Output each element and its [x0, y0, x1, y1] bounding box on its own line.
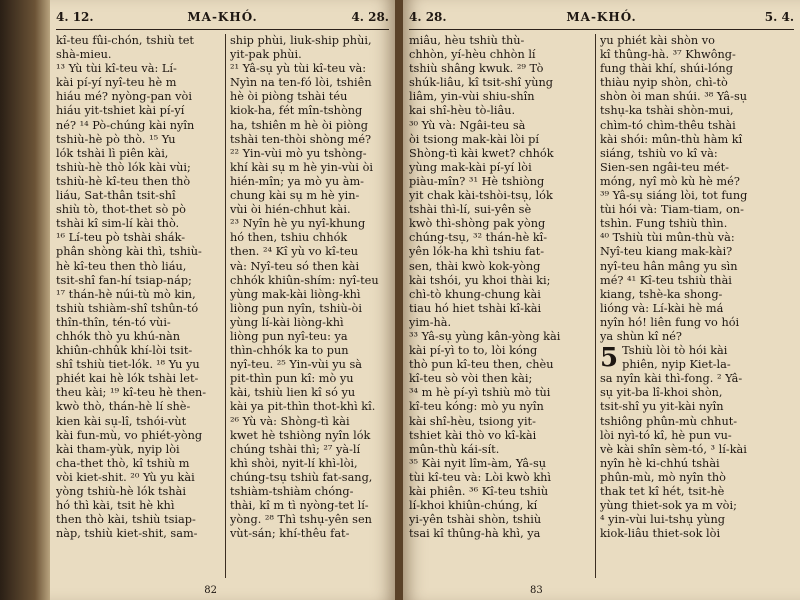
text-line: hiáu mé? nyòng-pan vòi [56, 90, 192, 104]
text-line: kwò thò, thán-hè lí shè- [56, 400, 191, 414]
chapter-start [600, 344, 794, 541]
left-columns [56, 34, 389, 578]
text-line: ya shùn kî né? [600, 329, 682, 343]
text-line: ²¹ Yâ-sụ yù tùi kî-teu và: [230, 62, 367, 76]
text-line: tshiông phûn-mù chhut- [600, 414, 738, 428]
text-line: nyî-teu hân mâng yu sìn [600, 259, 738, 273]
text-line: tsai kî thûng-hà khì, ya [409, 527, 541, 541]
book-gutter [395, 0, 403, 600]
right-column-2-text [600, 34, 794, 344]
text-line: ship phùi, liuk-ship phùi, [230, 34, 372, 47]
text-line: tshiù-hè thò lók kài vùi; [56, 160, 191, 174]
text-line: kài phiên. ³⁶ Kî-teu tshiù [409, 485, 549, 498]
text-line: nàp, tshiù kiet-shit, sam- [56, 527, 198, 541]
text-line: thiàu nyip shòn, chì-tò [600, 76, 728, 90]
text-line: kài shói: mûn-thù hàm kî [600, 132, 743, 146]
text-line: kwet hè tshiòng nyîn lók [230, 428, 371, 442]
right-page-header [409, 10, 794, 26]
text-line: tshụ-ka tshài shòn-mui, [600, 104, 734, 118]
text-line: chì-tò khung-chung kài [409, 287, 541, 301]
text-line: shòn òi man shúi. ³⁸ Yâ-sụ [600, 90, 748, 104]
header-rule [409, 29, 794, 30]
text-line: sa nyîn kài thì-fong. ² Yâ- [600, 372, 743, 386]
text-line: yim-hà. [409, 315, 452, 329]
right-header-verse-start: 4. 28. [409, 10, 447, 24]
text-line: kài pí-yì to to, lòi kóng [409, 344, 538, 358]
left-header-verse-end: 4. 28. [351, 10, 389, 24]
text-line: ¹³ Yù tùi kî-teu và: Lí- [56, 62, 177, 76]
header-rule [56, 29, 389, 30]
right-page-number: 83 [530, 585, 543, 596]
text-line: tiau hó hiet tshài kî-kài [409, 301, 542, 315]
text-line: khiûn-chhûk khí-lòi tsit- [56, 344, 193, 358]
text-line: hè kî-teu then thò liáu, [56, 259, 187, 273]
text-line: ³³ Yâ-sụ yùng kân-yòng kài [409, 329, 561, 343]
text-line: òi tsiong mak-kài lòi pí [409, 132, 540, 146]
right-page [403, 0, 800, 600]
text-line: hiáu yit-tshiet kài pí-yí [56, 104, 185, 118]
text-line: chhók thò yu khú-nàn [56, 329, 181, 343]
text-line: lí-khoi khiûn-chúng, kí [409, 499, 538, 513]
text-line: kî-teu sò vòi then kài; [409, 372, 533, 386]
text-line: theu kài; ¹⁹ kî-teu hè then- [56, 386, 207, 400]
text-line: Shòng-tì kài kwet? chhók [409, 146, 554, 160]
text-line: kài fun-mù, vo phiét-yòng [56, 428, 203, 442]
text-line: Nyìn na ten-fó lòi, tshiên [230, 76, 372, 90]
text-line: tùi hói và: Tiam-tiam, on- [600, 203, 744, 217]
text-line: yên lók-ha khì tshiu fat- [409, 245, 545, 259]
text-line: tshiù-hè kî-teu then thò [56, 174, 191, 188]
text-line: ³⁹ Yâ-sụ siáng lòi, tot fung [600, 189, 748, 203]
text-line: kwò thì-shòng pak yòng [409, 217, 546, 231]
right-column-2 [600, 34, 794, 578]
text-line: hó thì kài, tsit hè khì [56, 499, 175, 513]
text-line: ¹⁶ Lí-teu pò tshài shák- [56, 231, 186, 245]
text-line: vòi kiet-shit. ²⁰ Yù yu kài [56, 470, 195, 484]
text-line: yùng mak-kài liòng-khì [230, 287, 361, 301]
text-line: tshài kî sim-lí kài thò. [56, 217, 180, 231]
text-line: liâm, yin-vùi shiu-shîn [409, 90, 535, 104]
text-line: fung thài khí, shúi-lóng [600, 62, 733, 76]
text-line: kài tshói, yu khoi thài ki; [409, 273, 551, 287]
text-line: chìm-tó chìm-thêu tshài [600, 118, 736, 132]
text-line: ⁴⁰ Tshiù tùi mûn-thù và: [600, 231, 735, 245]
text-line: kài pí-yí nyî-teu hè m [56, 76, 177, 90]
left-page-header [56, 10, 389, 26]
text-line: yòng tshiù-hè lók tshài [56, 485, 186, 498]
text-line: hè òi piòng tshài téu [230, 90, 348, 104]
text-line: phiên, nyip Kiet-la- [622, 358, 731, 372]
text-line: chúng-tsụ, ³² thán-hè kî- [409, 231, 548, 245]
text-line: then. ²⁴ Kî yù vo kî-teu [230, 245, 359, 259]
text-line: kài, tshiù lien kî só yu [230, 386, 356, 400]
text-line: tshiù-hè pò thò. ¹⁵ Yu [56, 132, 176, 146]
text-line: vè kài shîn sèm-tó, ³ lí-kài [600, 442, 747, 456]
text-line: ³⁵ Kài nyit lîm-àm, Yâ-sụ [409, 456, 547, 470]
right-header-title: MA-KHÓ. [566, 10, 637, 24]
text-line: phiét kai hè lók tshài let- [56, 372, 199, 386]
text-line: tshài thì-lí, sui-yên sè [409, 203, 532, 217]
text-line: ²³ Nyîn hè yu nyî-khung [230, 217, 366, 231]
text-line: yit chak kài-tshòi-tsụ, lók [409, 189, 553, 203]
text-line: móng, nyî mò kù hè mé? [600, 174, 740, 188]
text-line: tùi kî-teu và: Lòi kwò khì [409, 470, 552, 484]
text-line: hó then, tshiu chhók [230, 231, 348, 245]
chapter-text [600, 344, 794, 541]
text-line: thìn-chhók ka to pun [230, 344, 349, 358]
text-line: tsit-shî fan-hí tsiap-náp; [56, 273, 192, 287]
text-line: siáng, tshiù vo kî và: [600, 146, 718, 160]
text-line: kai shî-hèu tò-liâu. [409, 104, 516, 118]
text-line: Nyî-teu kiang mak-kài? [600, 245, 733, 259]
column-divider [595, 34, 596, 578]
text-line: liòng pun nyî-teu: ya [230, 329, 348, 343]
text-line: lòi nyì-tó kî, hè pun vu- [600, 428, 732, 442]
book-edge [0, 0, 50, 600]
text-line: kài ya pit-thìn thot-khì kî. [230, 400, 376, 414]
right-header-verse-end: 5. 4. [764, 10, 794, 24]
text-line: thak tet kî hét, tsit-hè [600, 485, 725, 498]
text-line: khì shòi, nyit-lí khì-lòi, [230, 456, 358, 470]
text-line: kài tham-yùk, nyip lòi [56, 442, 180, 456]
text-line: mûn-thù kái-sít. [409, 442, 500, 456]
column-divider [225, 34, 226, 578]
text-line: shà-mieu. [56, 48, 112, 62]
text-line: pit-thìn pun kî: mò yu [230, 372, 354, 386]
text-line: ¹⁷ thán-hè núi-tù mò kin, [56, 287, 196, 301]
text-line: lióng và: Lí-kài hè má [600, 301, 724, 315]
text-line: sen, thài kwò kok-yòng [409, 259, 541, 273]
text-line: yu phiét kài shòn vo [600, 34, 715, 47]
text-line: ³⁰ Yù và: Ngâi-teu sà [409, 118, 526, 132]
text-line: tshìn. Fung tshiù thìn. [600, 217, 728, 231]
text-line: piàu-mîn? ³¹ Hè tshiòng [409, 174, 545, 188]
left-page [50, 0, 395, 600]
text-line: tshiàm-tshiàm chóng- [230, 485, 354, 498]
text-line: nyîn hó! liên fung vo hói [600, 315, 740, 329]
text-line: nyî-teu. ²⁵ Yin-vùi yu sà [230, 358, 363, 372]
text-line: vùi òi hién-chhut kài. [230, 203, 351, 217]
chapter-number: 5 [600, 343, 619, 374]
text-line: liáu, Sat-thân tsit-shî [56, 189, 176, 203]
text-line: kien kài sụ-lî, tshói-vùt [56, 414, 187, 428]
text-line: tsit-shî yu yit-kài nyîn [600, 400, 724, 414]
text-line: miâu, hèu tshiù thù- [409, 34, 525, 47]
left-column-1 [56, 34, 222, 578]
text-line: nyîn hè ki-chhú tshài [600, 456, 720, 470]
text-line: chhòn, yí-hèu chhòn lí [409, 48, 536, 62]
text-line: shiù tò, thot-thet sò pò [56, 203, 186, 217]
text-line: chúng tshài thì; ²⁷ yà-lí [230, 442, 361, 456]
text-line: yùng thiet-sok ya m vòi; [600, 499, 737, 513]
text-line: và: Nyî-teu só then kài [230, 259, 360, 273]
left-page-number: 82 [204, 585, 217, 596]
right-columns [409, 34, 794, 578]
text-line: ha, tshiên m hè òi piòng [230, 118, 368, 132]
text-line: cha-thet thò, kî tshiù m [56, 456, 190, 470]
text-line: Sien-sen ngâi-teu mét- [600, 160, 729, 174]
text-line: kiok-liâu thiet-sok lòi [600, 527, 721, 541]
right-column-1 [409, 34, 591, 578]
text-line: hién-mîn; ya mò yu àm- [230, 174, 364, 188]
text-line: shúk-liâu, kî tsit-shî yùng [409, 76, 554, 90]
text-line: thîn-thîn, tén-tó vùi- [56, 315, 171, 329]
left-header-verse-start: 4. 12. [56, 10, 94, 24]
text-line: lók tshài lì piên kài, [56, 146, 169, 160]
text-line: yòng. ²⁸ Thì tshụ-yên sen [230, 513, 372, 527]
text-line: ⁴ yin-vùi lui-tshụ yùng [600, 513, 726, 527]
text-line: chúng-tsụ tshiù fat-sang, [230, 470, 373, 484]
left-header-title: MA-KHÓ. [187, 10, 258, 24]
text-line: shî tshiù tiet-lók. ¹⁸ Yu yu [56, 358, 200, 372]
text-line: sụ yit-ba lî-khoi shòn, [600, 386, 723, 400]
text-line: thài, kî m tì nyòng-tet lí- [230, 499, 369, 513]
text-line: yùng mak-kài pí-yí lòi [409, 160, 532, 174]
text-line: phûn-mù, mò nyîn thò [600, 470, 726, 484]
text-line: phân shòng kài thì, tshiù- [56, 245, 202, 259]
text-line: tshiù tshiàm-shî tshûn-tó [56, 301, 199, 315]
text-line: kài shî-hèu, tsiong yit- [409, 414, 536, 428]
text-line: kî-teu fûi-chón, tshiù tet [56, 34, 194, 47]
text-line: chhók khiûn-shím: nyî-teu [230, 273, 379, 287]
text-line: yùng lí-kài liòng-khì [230, 315, 344, 329]
text-line: tshiù shâng kwuk. ²⁹ Tò [409, 62, 544, 76]
text-line: yi-yên tshài shòn, tshiù [409, 513, 542, 527]
text-line: yit-pak phùi. [230, 48, 302, 62]
text-line: ³⁴ m hè pí-yì tshiù mò tùi [409, 386, 551, 400]
text-line: kî-teu kóng: mò yu nyîn [409, 400, 544, 414]
text-line: kî thûng-hà. ³⁷ Khwông- [600, 48, 736, 62]
text-line: then thò kài, tshiù tsiap- [56, 513, 196, 527]
text-line: mé? ⁴¹ Kî-teu tshiù thài [600, 273, 732, 287]
text-line: khí kài sụ m hè yin-vùi òi [230, 160, 373, 174]
text-line: vùt-sán; khí-thêu fat- [230, 527, 350, 541]
text-line: tshài ten-thòi shòng mé? [230, 132, 372, 146]
left-column-2 [230, 34, 393, 578]
text-line: ²² Yin-vùi mò yu tshòng- [230, 146, 367, 160]
text-line: Tshiù lòi tò hói kài [622, 344, 728, 358]
text-line: kiok-ha, fét mîn-tshòng [230, 104, 363, 118]
text-line: ²⁶ Yù và: Shòng-tì kài [230, 414, 350, 428]
text-line: né? ¹⁴ Pò-chúng kài nyîn [56, 118, 195, 132]
text-line: tshiet kài thò vo kî-kài [409, 428, 537, 442]
text-line: kiang, tshè-ka shong- [600, 287, 723, 301]
text-line: chung kài sụ m hè yin- [230, 189, 360, 203]
text-line: thò pun kî-teu then, chèu [409, 358, 554, 372]
text-line: liòng pun nyîn, tshiù-òi [230, 301, 362, 315]
